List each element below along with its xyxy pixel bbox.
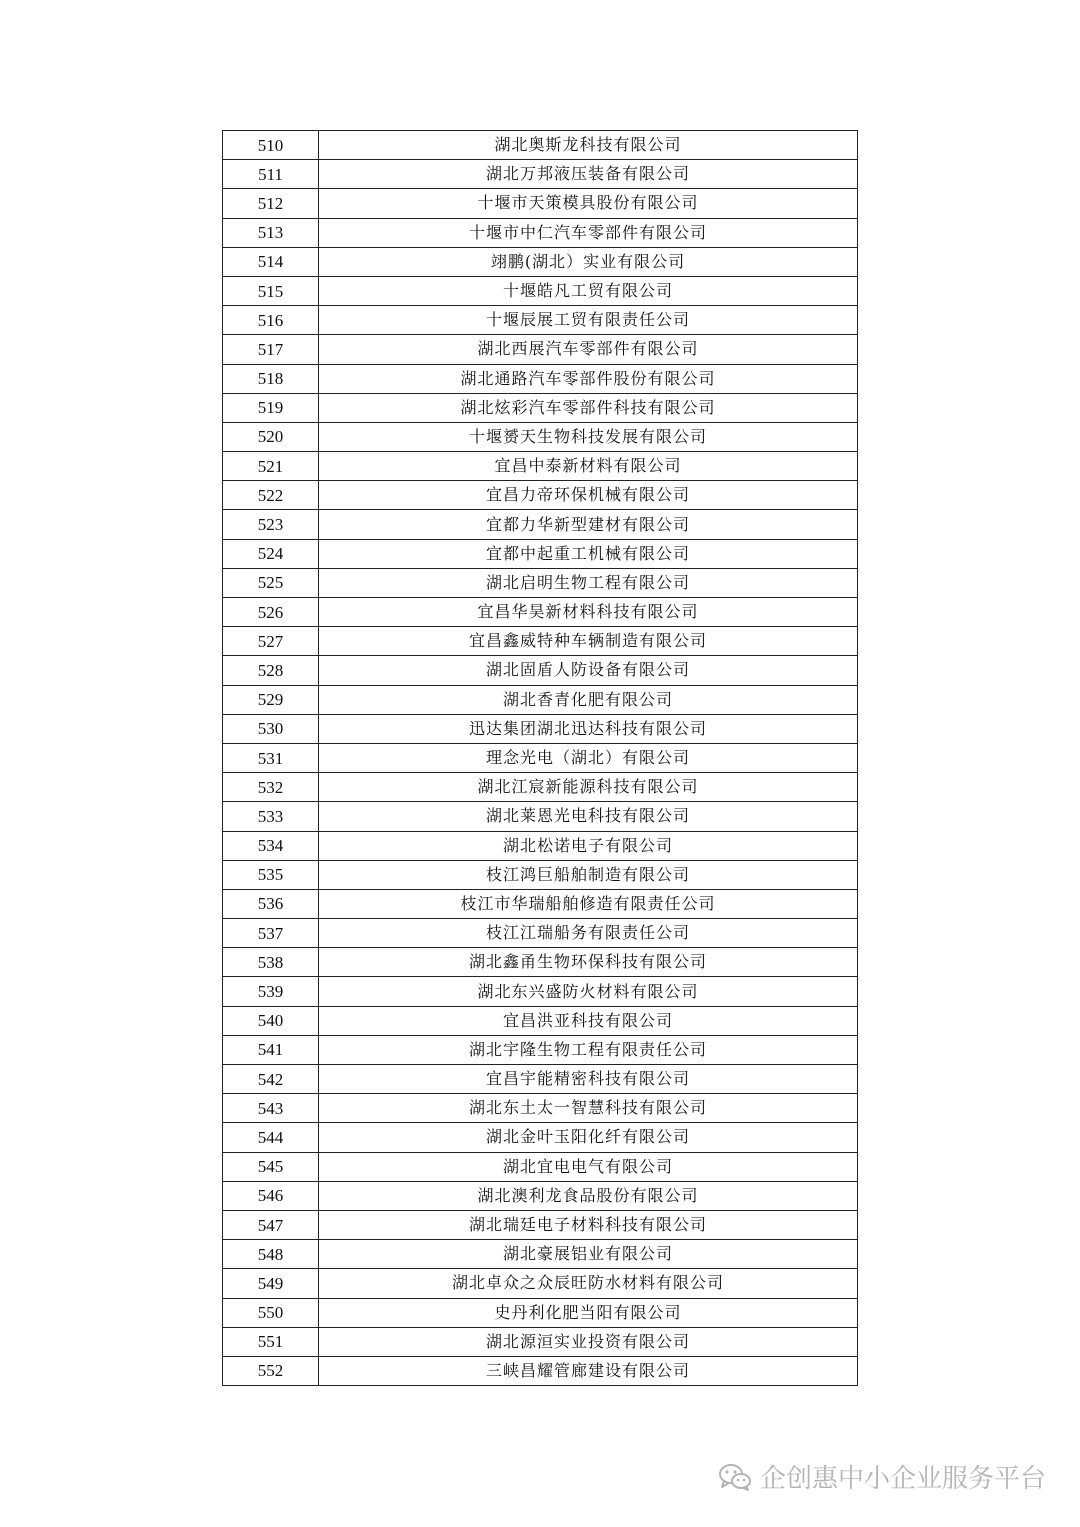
table-row <box>223 189 858 218</box>
row-number: 527 <box>223 627 319 656</box>
company-name: 宜都中起重工机械有限公司 <box>319 539 858 568</box>
table-row <box>223 1356 858 1385</box>
table-row <box>223 393 858 422</box>
company-name: 湖北万邦液压装备有限公司 <box>319 160 858 189</box>
row-number: 539 <box>223 977 319 1006</box>
company-name: 湖北宇隆生物工程有限责任公司 <box>319 1035 858 1064</box>
row-number: 550 <box>223 1298 319 1327</box>
table-row <box>223 889 858 918</box>
table-row <box>223 802 858 831</box>
table-row <box>223 598 858 627</box>
row-number: 525 <box>223 568 319 597</box>
company-name: 湖北鑫甬生物环保科技有限公司 <box>319 948 858 977</box>
company-name: 翊鹏(湖北）实业有限公司 <box>319 247 858 276</box>
company-name: 湖北奥斯龙科技有限公司 <box>319 131 858 160</box>
row-number: 549 <box>223 1269 319 1298</box>
table-row <box>223 218 858 247</box>
company-name: 十堰市中仁汽车零部件有限公司 <box>319 218 858 247</box>
row-number: 523 <box>223 510 319 539</box>
company-name: 湖北香青化肥有限公司 <box>319 685 858 714</box>
row-number: 519 <box>223 393 319 422</box>
company-name: 湖北金叶玉阳化纤有限公司 <box>319 1123 858 1152</box>
row-number: 533 <box>223 802 319 831</box>
row-number: 538 <box>223 948 319 977</box>
watermark-text: 企创惠中小企业服务平台 <box>759 1464 1046 1494</box>
row-number: 552 <box>223 1356 319 1385</box>
company-name: 迅达集团湖北迅达科技有限公司 <box>319 714 858 743</box>
row-number: 543 <box>223 1094 319 1123</box>
table-row <box>223 1152 858 1181</box>
company-name: 十堰赟天生物科技发展有限公司 <box>319 422 858 451</box>
row-number: 513 <box>223 218 319 247</box>
row-number: 547 <box>223 1210 319 1239</box>
company-name: 湖北通路汽车零部件股份有限公司 <box>319 364 858 393</box>
row-number: 545 <box>223 1152 319 1181</box>
row-number: 546 <box>223 1181 319 1210</box>
row-number: 522 <box>223 481 319 510</box>
row-number: 551 <box>223 1327 319 1356</box>
table-row <box>223 1123 858 1152</box>
table-row <box>223 510 858 539</box>
company-name: 湖北西展汽车零部件有限公司 <box>319 335 858 364</box>
row-number: 531 <box>223 743 319 772</box>
table-row <box>223 743 858 772</box>
company-name: 宜昌洪亚科技有限公司 <box>319 1006 858 1035</box>
company-name: 湖北固盾人防设备有限公司 <box>319 656 858 685</box>
company-name: 宜昌宇能精密科技有限公司 <box>319 1065 858 1094</box>
company-name: 湖北启明生物工程有限公司 <box>319 568 858 597</box>
row-number: 524 <box>223 539 319 568</box>
row-number: 521 <box>223 452 319 481</box>
row-number: 534 <box>223 831 319 860</box>
table-row <box>223 1210 858 1239</box>
table-row <box>223 422 858 451</box>
company-name: 湖北瑞廷电子材料科技有限公司 <box>319 1210 858 1239</box>
row-number: 516 <box>223 306 319 335</box>
table-row <box>223 481 858 510</box>
table-row <box>223 160 858 189</box>
table-row <box>223 306 858 335</box>
company-name: 枝江市华瑞船舶修造有限责任公司 <box>319 889 858 918</box>
company-name: 十堰皓凡工贸有限公司 <box>319 276 858 305</box>
table-row <box>223 1035 858 1064</box>
table-row <box>223 276 858 305</box>
table-body <box>223 131 858 1386</box>
table-row <box>223 860 858 889</box>
row-number: 518 <box>223 364 319 393</box>
watermark <box>718 1458 1046 1495</box>
row-number: 548 <box>223 1240 319 1269</box>
table-row <box>223 568 858 597</box>
table-row <box>223 1065 858 1094</box>
company-name: 湖北江宸新能源科技有限公司 <box>319 773 858 802</box>
row-number: 536 <box>223 889 319 918</box>
company-name: 湖北源洹实业投资有限公司 <box>319 1327 858 1356</box>
row-number: 541 <box>223 1035 319 1064</box>
company-name: 宜昌中泰新材料有限公司 <box>319 452 858 481</box>
table-row <box>223 335 858 364</box>
table-row <box>223 948 858 977</box>
row-number: 515 <box>223 276 319 305</box>
table-row <box>223 1298 858 1327</box>
row-number: 530 <box>223 714 319 743</box>
table-row <box>223 977 858 1006</box>
row-number: 511 <box>223 160 319 189</box>
table-row <box>223 627 858 656</box>
row-number: 512 <box>223 189 319 218</box>
company-name: 理念光电（湖北）有限公司 <box>319 743 858 772</box>
table-row <box>223 1006 858 1035</box>
row-number: 532 <box>223 773 319 802</box>
company-name: 枝江江瑞船务有限责任公司 <box>319 919 858 948</box>
row-number: 520 <box>223 422 319 451</box>
row-number: 514 <box>223 247 319 276</box>
table-row <box>223 773 858 802</box>
company-name: 湖北东兴盛防火材料有限公司 <box>319 977 858 1006</box>
row-number: 526 <box>223 598 319 627</box>
company-name: 湖北澳利龙食品股份有限公司 <box>319 1181 858 1210</box>
wechat-icon <box>718 1462 752 1492</box>
row-number: 529 <box>223 685 319 714</box>
row-number: 540 <box>223 1006 319 1035</box>
company-name: 十堰辰展工贸有限责任公司 <box>319 306 858 335</box>
company-name: 十堰市天策模具股份有限公司 <box>319 189 858 218</box>
table-row <box>223 685 858 714</box>
company-name: 三峡昌耀管廊建设有限公司 <box>319 1356 858 1385</box>
table-row <box>223 1181 858 1210</box>
row-number: 535 <box>223 860 319 889</box>
company-name: 湖北东土太一智慧科技有限公司 <box>319 1094 858 1123</box>
table-row <box>223 1327 858 1356</box>
table-row <box>223 247 858 276</box>
company-name: 湖北豪展铝业有限公司 <box>319 1240 858 1269</box>
company-name: 湖北莱恩光电科技有限公司 <box>319 802 858 831</box>
table-row <box>223 656 858 685</box>
row-number: 537 <box>223 919 319 948</box>
company-name: 宜昌力帝环保机械有限公司 <box>319 481 858 510</box>
table-row <box>223 539 858 568</box>
company-name: 湖北炫彩汽车零部件科技有限公司 <box>319 393 858 422</box>
company-name: 湖北卓众之众辰旺防水材料有限公司 <box>319 1269 858 1298</box>
company-name: 宜都力华新型建材有限公司 <box>319 510 858 539</box>
company-name: 宜昌华昊新材料科技有限公司 <box>319 598 858 627</box>
company-name: 湖北松诺电子有限公司 <box>319 831 858 860</box>
company-name: 湖北宜电电气有限公司 <box>319 1152 858 1181</box>
company-name: 宜昌鑫威特种车辆制造有限公司 <box>319 627 858 656</box>
company-name: 枝江鸿巨船舶制造有限公司 <box>319 860 858 889</box>
company-list-table <box>222 130 858 1386</box>
row-number: 544 <box>223 1123 319 1152</box>
table-row <box>223 831 858 860</box>
table-row <box>223 919 858 948</box>
table-row <box>223 452 858 481</box>
table-row <box>223 1094 858 1123</box>
table-row <box>223 1240 858 1269</box>
row-number: 510 <box>223 131 319 160</box>
table-row <box>223 1269 858 1298</box>
row-number: 528 <box>223 656 319 685</box>
table-row <box>223 364 858 393</box>
row-number: 517 <box>223 335 319 364</box>
table-row <box>223 714 858 743</box>
row-number: 542 <box>223 1065 319 1094</box>
company-name: 史丹利化肥当阳有限公司 <box>319 1298 858 1327</box>
table-row <box>223 131 858 160</box>
